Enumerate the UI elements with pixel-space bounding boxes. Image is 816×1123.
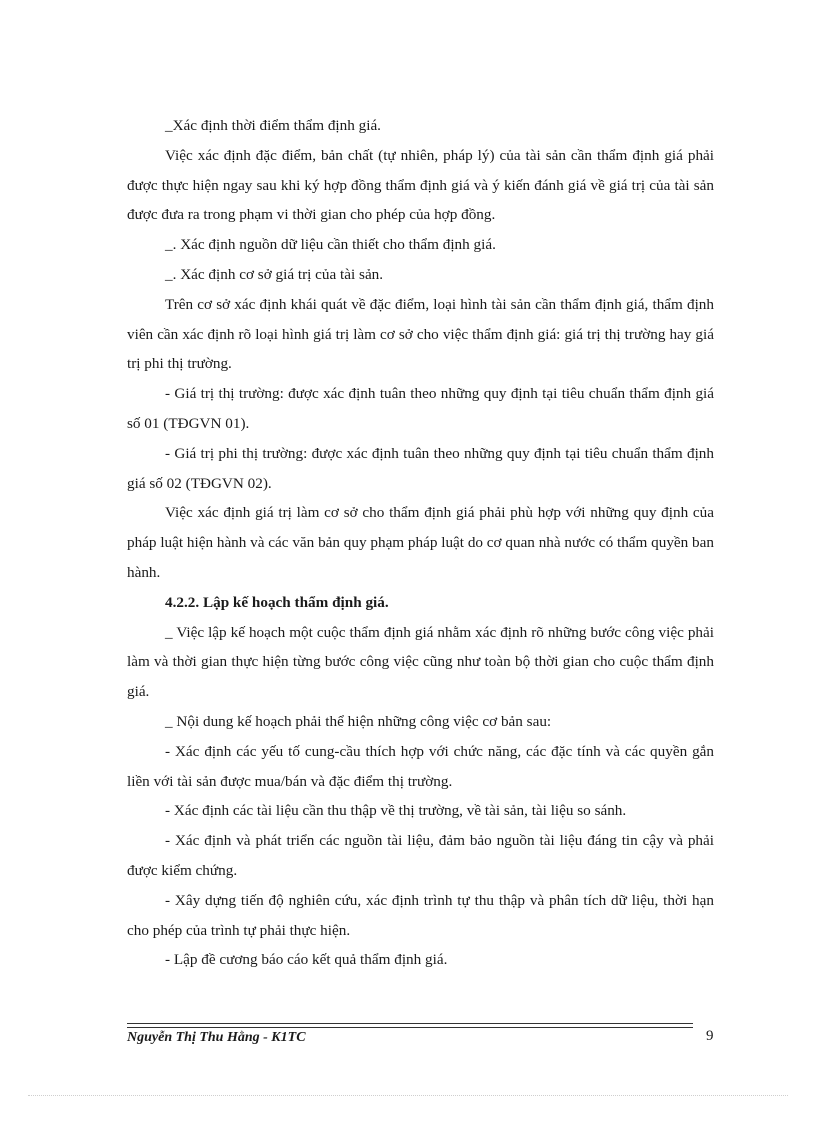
paragraph: _. Xác định cơ sở giá trị của tài sản. [165, 265, 384, 283]
footer-author: Nguyễn Thị Thu Hằng - K1TC [127, 1030, 306, 1045]
body-text [127, 111, 714, 975]
paragraph: - Xác định các yếu tố cung-cầu thích hợp với chức năng, các đặc tính và các quyền gắn liền với tài sản được mua/bán và đặc điểm thị trường. [127, 742, 714, 790]
paragraph: Trên cơ sở xác định khái quát về đặc điểm, loại hình tài sản cần thẩm định giá, thẩm định viên cần xác định rõ loại hình giá trị làm cơ sở cho việc thẩm định giá: giá trị thị trường hay giá trị phi thị trường. [127, 295, 714, 373]
page-border-dotted [28, 1095, 788, 1096]
section-heading: 4.2.2. Lập kế hoạch thẩm định giá. [165, 593, 389, 611]
paragraph: - Giá trị thị trường: được xác định tuân theo những quy định tại tiêu chuẩn thẩm định giá số 01 (TĐGVN 01). [127, 385, 714, 432]
paragraph: Việc xác định giá trị làm cơ sở cho thẩm định giá phải phù hợp với những quy định của pháp luật hiện hành và các văn bản quy phạm pháp luật do cơ quan nhà nước có thẩm quyền ban hành. [127, 504, 714, 581]
paragraph: - Xác định các tài liệu cần thu thập về thị trường, về tài sản, tài liệu so sánh. [165, 802, 627, 820]
paragraph: - Xác định và phát triển các nguồn tài liệu, đảm bảo nguồn tài liệu đáng tin cậy và phải được kiểm chứng. [127, 832, 714, 879]
paragraph: _. Xác định nguồn dữ liệu cần thiết cho thẩm định giá. [165, 236, 496, 254]
paragraph: _Xác định thời điểm thẩm định giá. [165, 117, 381, 134]
footer-divider [127, 1023, 693, 1028]
paragraph: - Xây dựng tiến độ nghiên cứu, xác định trình tự thu thập và phân tích dữ liệu, thời hạn cho phép của trình tự phải thực hiện. [127, 891, 714, 939]
paragraph: _ Nội dung kế hoạch phải thể hiện những công việc cơ bản sau: [165, 712, 552, 730]
paragraph: - Giá trị phi thị trường: được xác định tuân theo những quy định tại tiêu chuẩn thẩm định giá số 02 (TĐGVN 02). [127, 444, 714, 492]
paragraph: Việc xác định đặc điểm, bản chất (tự nhiên, pháp lý) của tài sản cần thẩm định giá phải được thực hiện ngay sau khi ký hợp đồng thẩm định giá và ý kiến đánh giá về giá trị của tài sản được đưa ra trong phạm vi thời gian cho phép của hợp đồng. [127, 146, 714, 224]
paragraph: - Lập đề cương báo cáo kết quả thẩm định giá. [165, 951, 448, 969]
paragraph: _ Việc lập kế hoạch một cuộc thẩm định giá nhằm xác định rõ những bước công việc phải làm và thời gian thực hiện từng bước công việc cũng như toàn bộ thời gian cho cuộc thẩm định giá. [127, 623, 714, 701]
page-number: 9 [706, 1028, 714, 1044]
